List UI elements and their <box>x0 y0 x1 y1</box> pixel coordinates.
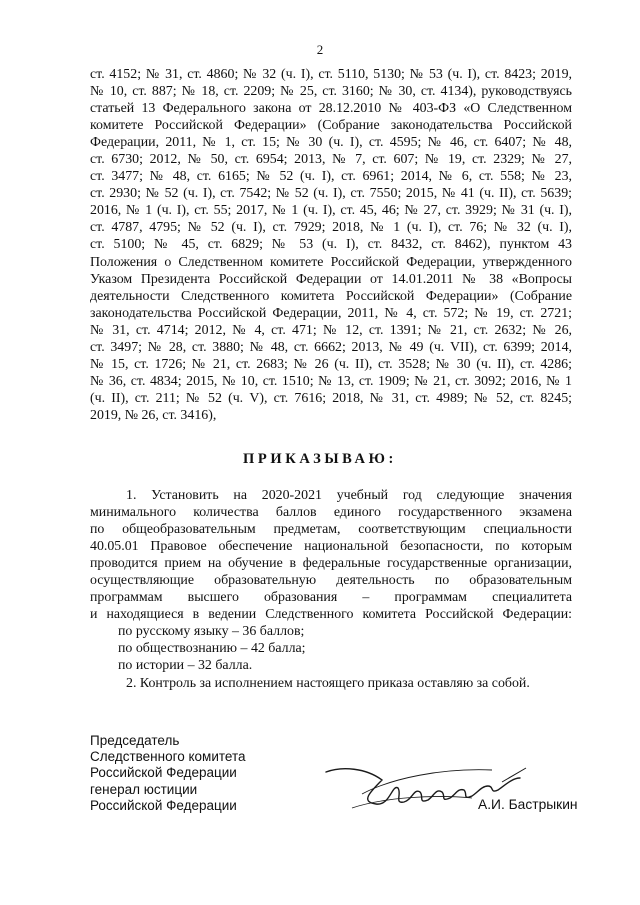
reference-line: ст. 5100; № 45, ст. 6829; № 53 (ч. I), ст. 8432, ст. 8462), пунктом 43 <box>90 237 572 253</box>
reference-line: № 31, ст. 4714; 2012, № 4, ст. 471; № 12, ст. 1391; № 21, ст. 2632; № 26, <box>90 322 572 338</box>
order-line: по русскому языку – 36 баллов; <box>118 624 305 640</box>
order-line: и находящиеся в ведении Следственного комитета Российской Федерации: <box>90 607 572 623</box>
reference-line: ст. 6730; 2012, № 50, ст. 6954; 2013, № 7, ст. 607; № 19, ст. 2329; № 27, <box>90 152 572 168</box>
reference-line: деятельности Следственного комитета Российской Федерации» (Собрание <box>90 288 572 304</box>
reference-line: статьей 13 Федерального закона от 28.12.2010 № 403-ФЗ «О Следственном <box>90 101 572 117</box>
reference-line: 2019, № 26, ст. 3416), <box>90 407 217 423</box>
reference-line: (ч. II), ст. 211; № 52 (ч. V), ст. 7616; 2018, № 31, ст. 4989; № 52, ст. 8245; <box>90 390 572 406</box>
order-heading: ПРИКАЗЫВАЮ: <box>243 451 397 467</box>
legal-references-paragraph <box>90 66 572 424</box>
position-line: Российской Федерации <box>90 765 237 780</box>
order-line: 1. Установить на 2020-2021 учебный год следующие значения <box>126 488 572 503</box>
signatory-position <box>90 733 246 781</box>
order-line: по обществознанию – 42 балла; <box>118 641 306 657</box>
rank-line: Российской Федерации <box>90 798 237 813</box>
signatory-rank <box>90 782 237 814</box>
signatory-name: А.И. Бастрыкин <box>478 797 578 812</box>
reference-line: Указом Президента Российской Федерации от 14.01.2011 № 38 «Вопросы <box>90 271 572 287</box>
reference-line: ст. 4152; № 31, ст. 4860; № 32 (ч. I), ст. 5110, 5130; № 53 (ч. I), ст. 8423; 2019, <box>90 67 572 82</box>
reference-line: 2016, № 1 (ч. I), ст. 55; 2017, № 1 (ч. I), ст. 45, 46; № 27, ст. 3929; № 31 (ч. I), <box>90 203 572 219</box>
order-line: 2. Контроль за исполнением настоящего приказа оставляю за собой. <box>126 675 530 691</box>
reference-line: ст. 3477; № 48, ст. 6165; № 52 (ч. I), ст. 6961; 2014, № 6, ст. 558; № 23, <box>90 169 572 185</box>
reference-line: комитете Российской Федерации» (Собрание законодательства Российской <box>90 118 572 134</box>
rank-line: генерал юстиции <box>90 782 198 797</box>
reference-line: ст. 3497; № 28, ст. 3880; № 48, ст. 6662; 2013, № 49 (ч. VII), ст. 6399; 2014, <box>90 339 572 355</box>
reference-line: законодательства Российской Федерации, 2011, № 4, ст. 572; № 19, ст. 2721; <box>90 305 572 321</box>
reference-line: ст. 4787, 4795; № 52 (ч. I), ст. 7929; 2018, № 1 (ч. I), ст. 76; № 32 (ч. I), <box>90 220 572 236</box>
order-line: по истории – 32 балла. <box>118 658 253 674</box>
reference-line: № 15, ст. 1726; № 21, ст. 2683; № 26 (ч. II), ст. 3528; № 30 (ч. II), ст. 4286; <box>90 356 572 372</box>
order-line: 40.05.01 Правовое обеспечение национальной безопасности, по которым <box>90 539 572 555</box>
reference-line: Положения о Следственном комитете Российской Федерации, утвержденного <box>90 254 572 270</box>
order-line: минимального количества баллов единого государственного экзамена <box>90 505 572 521</box>
order-line: по общеобразовательным предметам, соответствующим специальности <box>90 522 572 538</box>
reference-line: Федерации, 2011, № 1, ст. 15; № 30 (ч. I), ст. 4595; № 46, ст. 6407; № 48, <box>90 135 572 151</box>
reference-line: № 36, ст. 4834; 2015, № 10, ст. 1510; № 13, ст. 1909; № 21, ст. 3092; 2016, № 1 <box>90 373 572 389</box>
order-line: программам высшего образования – программам специалитета <box>90 590 572 606</box>
position-line: Следственного комитета <box>90 749 246 764</box>
order-line: проводится прием на обучение в федеральные государственные организации, <box>90 556 572 572</box>
position-line: Председатель <box>90 733 180 748</box>
page-number: 2 <box>316 42 324 57</box>
order-body <box>90 487 572 692</box>
reference-line: ст. 2930; № 52 (ч. I), ст. 7542; № 52 (ч. I), ст. 7550; 2015, № 41 (ч. II), ст. 5639; <box>90 186 572 202</box>
reference-line: № 10, ст. 887; № 18, ст. 2209; № 25, ст. 3160; № 30, ст. 4134), руководствуясь <box>90 84 572 100</box>
order-line: осуществляющие образовательную деятельность по образовательным <box>90 573 572 589</box>
